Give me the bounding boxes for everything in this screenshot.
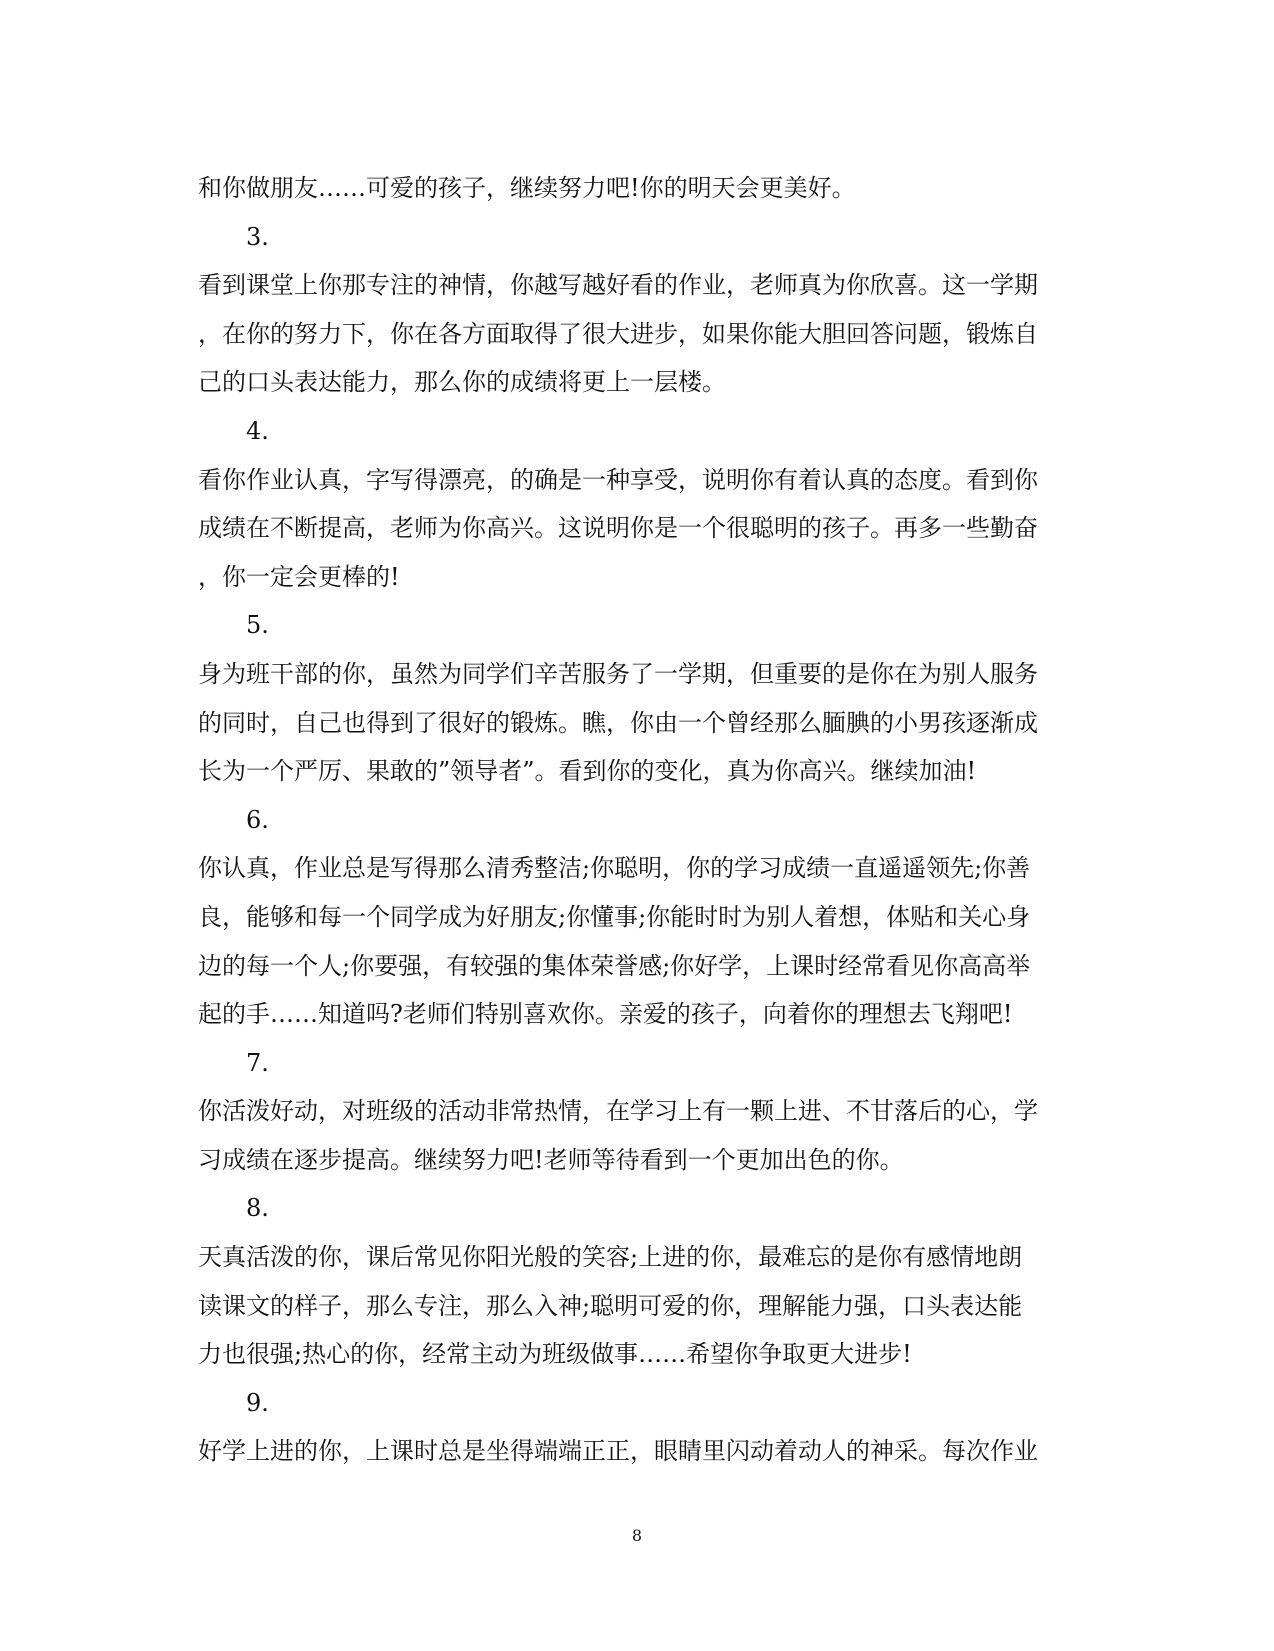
text-line: 己的口头表达能力，那么你的成绩将更上一层楼。 — [198, 368, 726, 397]
item-number: 8. — [246, 1194, 269, 1223]
text-line: 读课文的样子，那么专注，那么入神;聪明可爱的你，理解能力强，口头表达能 — [198, 1291, 1023, 1320]
page-number: 8 — [631, 1526, 643, 1545]
text-line: 的同时，自己也得到了很好的锻炼。瞧，你由一个曾经那么腼腆的小男孩逐渐成 — [198, 708, 1038, 737]
text-line: ，在你的努力下，你在各方面取得了很大进步，如果你能大胆回答问题，锻炼自 — [198, 319, 1038, 348]
text-line: 你认真，作业总是写得那么清秀整洁;你聪明，你的学习成绩一直遥遥领先;你善 — [198, 854, 1031, 883]
item-number: 7. — [246, 1048, 269, 1077]
text-line: 习成绩在逐步提高。继续努力吧!老师等待看到一个更加出色的你。 — [198, 1145, 904, 1174]
document-body — [198, 164, 1078, 1476]
text-line: ，你一定会更棒的! — [198, 562, 400, 591]
text-line: 身为班干部的你，虽然为同学们辛苦服务了一学期，但重要的是你在为别人服务 — [198, 659, 1038, 688]
text-line: 看你作业认真，字写得漂亮，的确是一种享受，说明你有着认真的态度。看到你 — [198, 465, 1038, 494]
text-line: 长为一个严厉、果敢的”领导者”。看到你的变化，真为你高兴。继续加油! — [198, 757, 977, 786]
text-line: 看到课堂上你那专注的神情，你越写越好看的作业，老师真为你欣喜。这一学期 — [198, 271, 1038, 300]
item-number: 9. — [246, 1388, 269, 1417]
text-line: 好学上进的你，上课时总是坐得端端正正，眼睛里闪动着动人的神采。每次作业 — [198, 1437, 1038, 1466]
text-line: 力也很强;热心的你，经常主动为班级做事……希望你争取更大进步! — [198, 1340, 912, 1369]
text-line: 你活泼好动，对班级的活动非常热情，在学习上有一颗上进、不甘落后的心，学 — [198, 1097, 1038, 1126]
text-line: 天真活泼的你，课后常见你阳光般的笑容;上进的你，最难忘的是你有感情地朗 — [198, 1243, 1023, 1272]
item-number: 3. — [246, 222, 269, 251]
text-line: 起的手……知道吗?老师们特别喜欢你。亲爱的孩子，向着你的理想去飞翔吧! — [198, 1000, 1013, 1029]
item-number: 5. — [246, 611, 269, 640]
text-line: 成绩在不断提高，老师为你高兴。这说明你是一个很聪明的孩子。再多一些勤奋 — [198, 514, 1038, 543]
item-number: 4. — [246, 416, 269, 445]
item-number: 6. — [246, 805, 269, 834]
text-line: 和你做朋友……可爱的孩子，继续努力吧!你的明天会更美好。 — [198, 174, 856, 202]
text-line: 良，能够和每一个同学成为好朋友;你懂事;你能时时为别人着想，体贴和关心身 — [198, 902, 1031, 931]
text-line: 边的每一个人;你要强，有较强的集体荣誉感;你好学，上课时经常看见你高高举 — [198, 951, 1031, 980]
